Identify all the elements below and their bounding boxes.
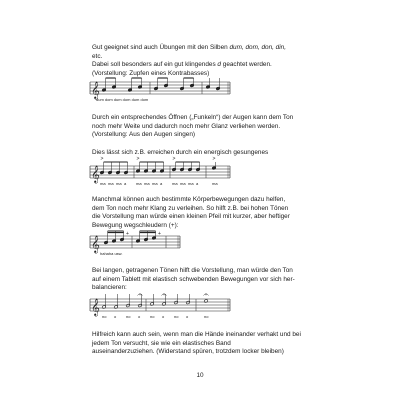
plus-mark: + [158,231,161,237]
text-line [92,61,392,70]
lyric-syllable: a [160,181,163,186]
text-line [92,205,392,214]
music-staff-2 [90,156,240,194]
accent-mark: > [136,156,140,162]
text-segment: auseinanderzuziehen. (Widerstand spüren, trotzdem locker bleiben) [92,348,284,356]
lyric-syllable: a [196,181,199,186]
note [164,78,168,87]
note [196,162,200,171]
paragraph-augen-funkeln [92,114,392,140]
lyric-syllable: ma [180,181,186,186]
lyric-syllable: ma [152,181,158,186]
text-line [92,114,392,123]
text-line [92,340,392,349]
lyric-syllable: o [186,314,189,319]
lyric-syllable: ma [172,181,178,186]
text-line [92,53,392,62]
music-example-haha [90,230,240,264]
treble-clef-icon: 𝄞 [91,81,100,99]
lyric-syllable: hahaha usw. [100,251,123,256]
text-line [92,44,392,53]
lyric-syllable: ma [100,181,106,186]
treble-clef-icon: 𝄞 [91,298,100,316]
text-segment: dem Ton noch mehr Klang zu verleihen. So hilft z.B. bei hohen Tönen [92,204,289,212]
treble-clef-icon: 𝄞 [91,235,100,253]
lyric-syllable: ma [108,181,114,186]
text-segment: (Vorstellung: Aus den Augen singen) [92,131,196,139]
lyric-syllable: ma [136,181,142,186]
lyric-syllable: no [174,314,179,319]
note [136,231,140,243]
text-segment: Hilfreich kann auch sein, wenn man die Hände ineinander verhakt und bei [92,331,301,338]
staff-lines [90,236,180,248]
note [136,162,140,173]
note [162,294,166,306]
text-segment: Bei langen, getragenen Tönen hilft die Vorstellung, man würde den Ton [92,267,293,274]
text-segment: Gut geeignet sind auch Übungen mit den Silben [92,44,230,51]
accent-mark: > [212,156,216,162]
text-segment: geachtet werden. [220,61,272,69]
text-segment: Durch ein entsprechendes Öffnen („Funkeln“) der Augen kann dem Ton [92,114,294,121]
text-segment: auf einem Tablett mit elastisch schwebenden Bewegungen vor sich her- [92,275,295,283]
text-segment: dum, dom, don, din, [229,44,286,51]
text-segment: noch mehr Weite und dadurch noch mehr Glanz verliehen werden. [92,122,281,130]
lyric-syllable: a [124,181,127,186]
text-segment: Bewegung wegschleudern (+): [92,221,179,229]
lyric-syllable: o [138,314,141,319]
note [190,78,194,87]
note [116,162,120,174]
text-line [92,276,392,285]
lyric-syllable: no [204,314,209,319]
text-segment: jedem Ton versucht, sie wie ein elastisches Band [92,339,231,347]
note [104,231,108,244]
text-line [92,213,392,222]
paragraph-haende-verhaken [92,331,392,357]
text-line [92,348,392,357]
lyric-syllable: ma [144,181,150,186]
text-line [92,331,392,340]
text-segment: Dies lässt sich z.B. erreichen durch ein energisch gesungenes [92,149,269,156]
lyric-syllable: o [162,314,165,319]
note [180,162,184,171]
accent-mark: > [172,156,176,162]
note [114,294,118,309]
music-example-no [90,293,240,327]
music-staff-3 [90,230,240,264]
text-segment: d [217,61,221,69]
lyric-syllable: no [102,314,107,319]
note [172,162,176,171]
text-line [92,131,392,140]
text-segment: balancieren: [92,284,127,292]
note [102,294,106,309]
music-staff-1 [90,76,240,110]
paragraph-silben-uebung [92,44,392,78]
lyric-syllable: no [126,314,131,319]
paragraph-tablett-balancieren [92,267,392,293]
text-segment: (Vorstellung: Zupfen eines Kontrabasses) [92,69,210,77]
note [138,78,142,89]
note [138,294,142,307]
note [144,162,148,173]
text-segment: Dabei soll besonders auf ein gut klingendes [92,61,218,69]
text-segment: Manchmal können auch bestimmte Körperbewegungen dazu helfen, [92,196,286,203]
lyric-syllable: dum dom dum dom dum dom [96,97,149,102]
note [180,78,184,90]
text-line [92,196,392,205]
text-line [92,267,392,276]
lyric-syllable: o [114,314,117,319]
text-segment: etc. [92,52,103,60]
text-line [92,284,392,293]
music-example-ma [90,156,240,194]
note [204,299,208,303]
accent-mark: > [100,156,104,162]
note [150,294,154,306]
note [152,162,156,173]
lyric-syllable: ma [188,181,194,186]
music-staff-4 [90,293,240,327]
note [216,78,220,90]
plus-mark: + [126,231,129,237]
note [126,294,130,307]
note [188,162,192,171]
paragraph-koerperbewegungen [92,196,392,230]
text-segment: die Vorstellung man würde einen kleinen Pfeil mit kurzer, aber heftiger [92,213,290,221]
lyric-syllable: ma [212,181,218,186]
note [124,162,128,174]
treble-clef-icon: 𝄞 [91,165,100,183]
note [206,78,210,89]
note [160,162,164,173]
music-example-dum-dom [90,76,240,110]
lyric-syllable: no [150,314,155,319]
note [112,78,116,89]
lyric-syllable: ma [116,181,122,186]
text-line [92,123,392,132]
staff-lines [90,299,230,311]
note [108,162,112,174]
note [100,162,104,174]
page-number: 10 [196,372,204,379]
note [154,78,158,90]
